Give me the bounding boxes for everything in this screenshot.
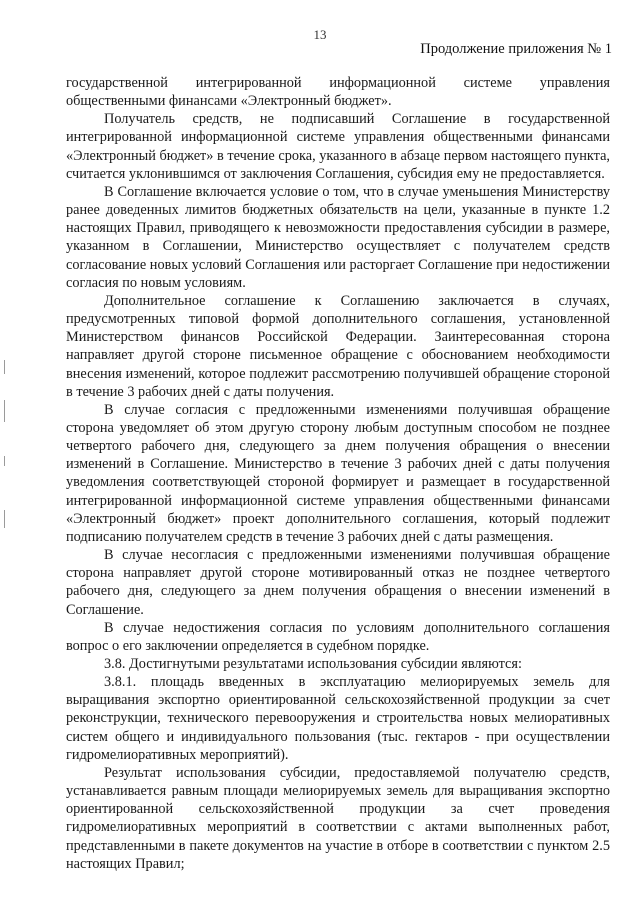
paragraph-court: В случае недостижения согласия по условиям дополнительного соглашения вопрос о его заключении определяется в судебном порядке. — [66, 619, 610, 654]
paragraph-limits-reduction: В Соглашение включается условие о том, что в случае уменьшения Министерству ранее доведенных лимитов бюджетных обязательств на цели, указанные в пункте 1.2 настоящих Правил, приводящего к невозможности предоставления субсидии в размере, указанном в Соглашении, Министерство осуществляет с получателем средств согласование новых условий Соглашения или расторгает Соглашение при недостижении согласия по новым условиям. — [66, 183, 610, 291]
document-body — [66, 74, 610, 873]
paragraph-disagreement: В случае несогласия с предложенными изменениями получившая обращение сторона направляет другой стороне мотивированный отказ не позднее четвертого рабочего дня, следующего за днем получения обращения о внесении изменений в Соглашение. — [66, 547, 610, 618]
paragraph-unsigned-recipient: Получатель средств, не подписавший Соглашение в государственной интегрированной информационной системе управления общественными финансами «Электронный бюджет» в течение срока, указанного в абзаце первом настоящего пункта, считается уклонившимся от заключения Соглашения, субсидия ему не предоставляется. — [66, 111, 610, 182]
paragraph-additional-agreement: Дополнительное соглашение к Соглашению заключается в случаях, предусмотренных типовой формой дополнительного соглашения, установленной Министерством финансов Российской Федерации. Заинтересованная сторона направляет другой стороне письменное обращение с обоснованием необходимости внесения изменений, которое подлежит рассмотрению получившей обращение стороной в течение 3 рабочих дней с даты получения. — [66, 292, 610, 400]
paragraph-3-8-1: 3.8.1. площадь введенных в эксплуатацию мелиорируемых земель для выращивания экспортно ориентированной сельскохозяйственной продукции за счет реконструкции, технического перевооружения и строительства новых мелиоративных систем общего и индивидуального пользования (тыс. гектаров - при осуществлении гидромелиоративных мероприятий). — [66, 674, 610, 763]
paragraph-continued: государственной интегрированной информационной системе управления общественными финансами «Электронный бюджет». — [66, 75, 610, 110]
paragraph-result-definition: Результат использования субсидии, предоставляемой получателю средств, устанавливается равным площади мелиорируемых земель для выращивания экспортно ориентированной сельскохозяйственной продукции за счет проведения гидромелиоративных мероприятий в соответствии с актами выполненных работ, представленными в пакете документов на участие в отборе в соответствии с пунктом 2.5 настоящих Правил; — [66, 764, 610, 872]
page-number: 13 — [313, 27, 327, 42]
continuation-header: Продолжение приложения № 1 — [420, 41, 612, 57]
paragraph-3-8-heading: 3.8. Достигнутыми результатами использования субсидии являются: — [104, 656, 522, 672]
scan-margin-marks — [4, 360, 10, 540]
paragraph-consent-procedure: В случае согласия с предложенными изменениями получившая обращение сторона уведомляет об этом другую сторону любым доступным способом не позднее четвертого рабочего дня, следующего за днем получения обращения о внесении изменений в Соглашение. Министерство в течение 3 рабочих дней с даты получения уведомления соответствующей стороной формирует и размещает в государственной интегрированной информационной системе управления общественными финансами «Электронный бюджет» проект дополнительного соглашения, который подлежит подписанию получателем средств в течение 3 рабочих дней с даты размещения. — [66, 401, 610, 545]
